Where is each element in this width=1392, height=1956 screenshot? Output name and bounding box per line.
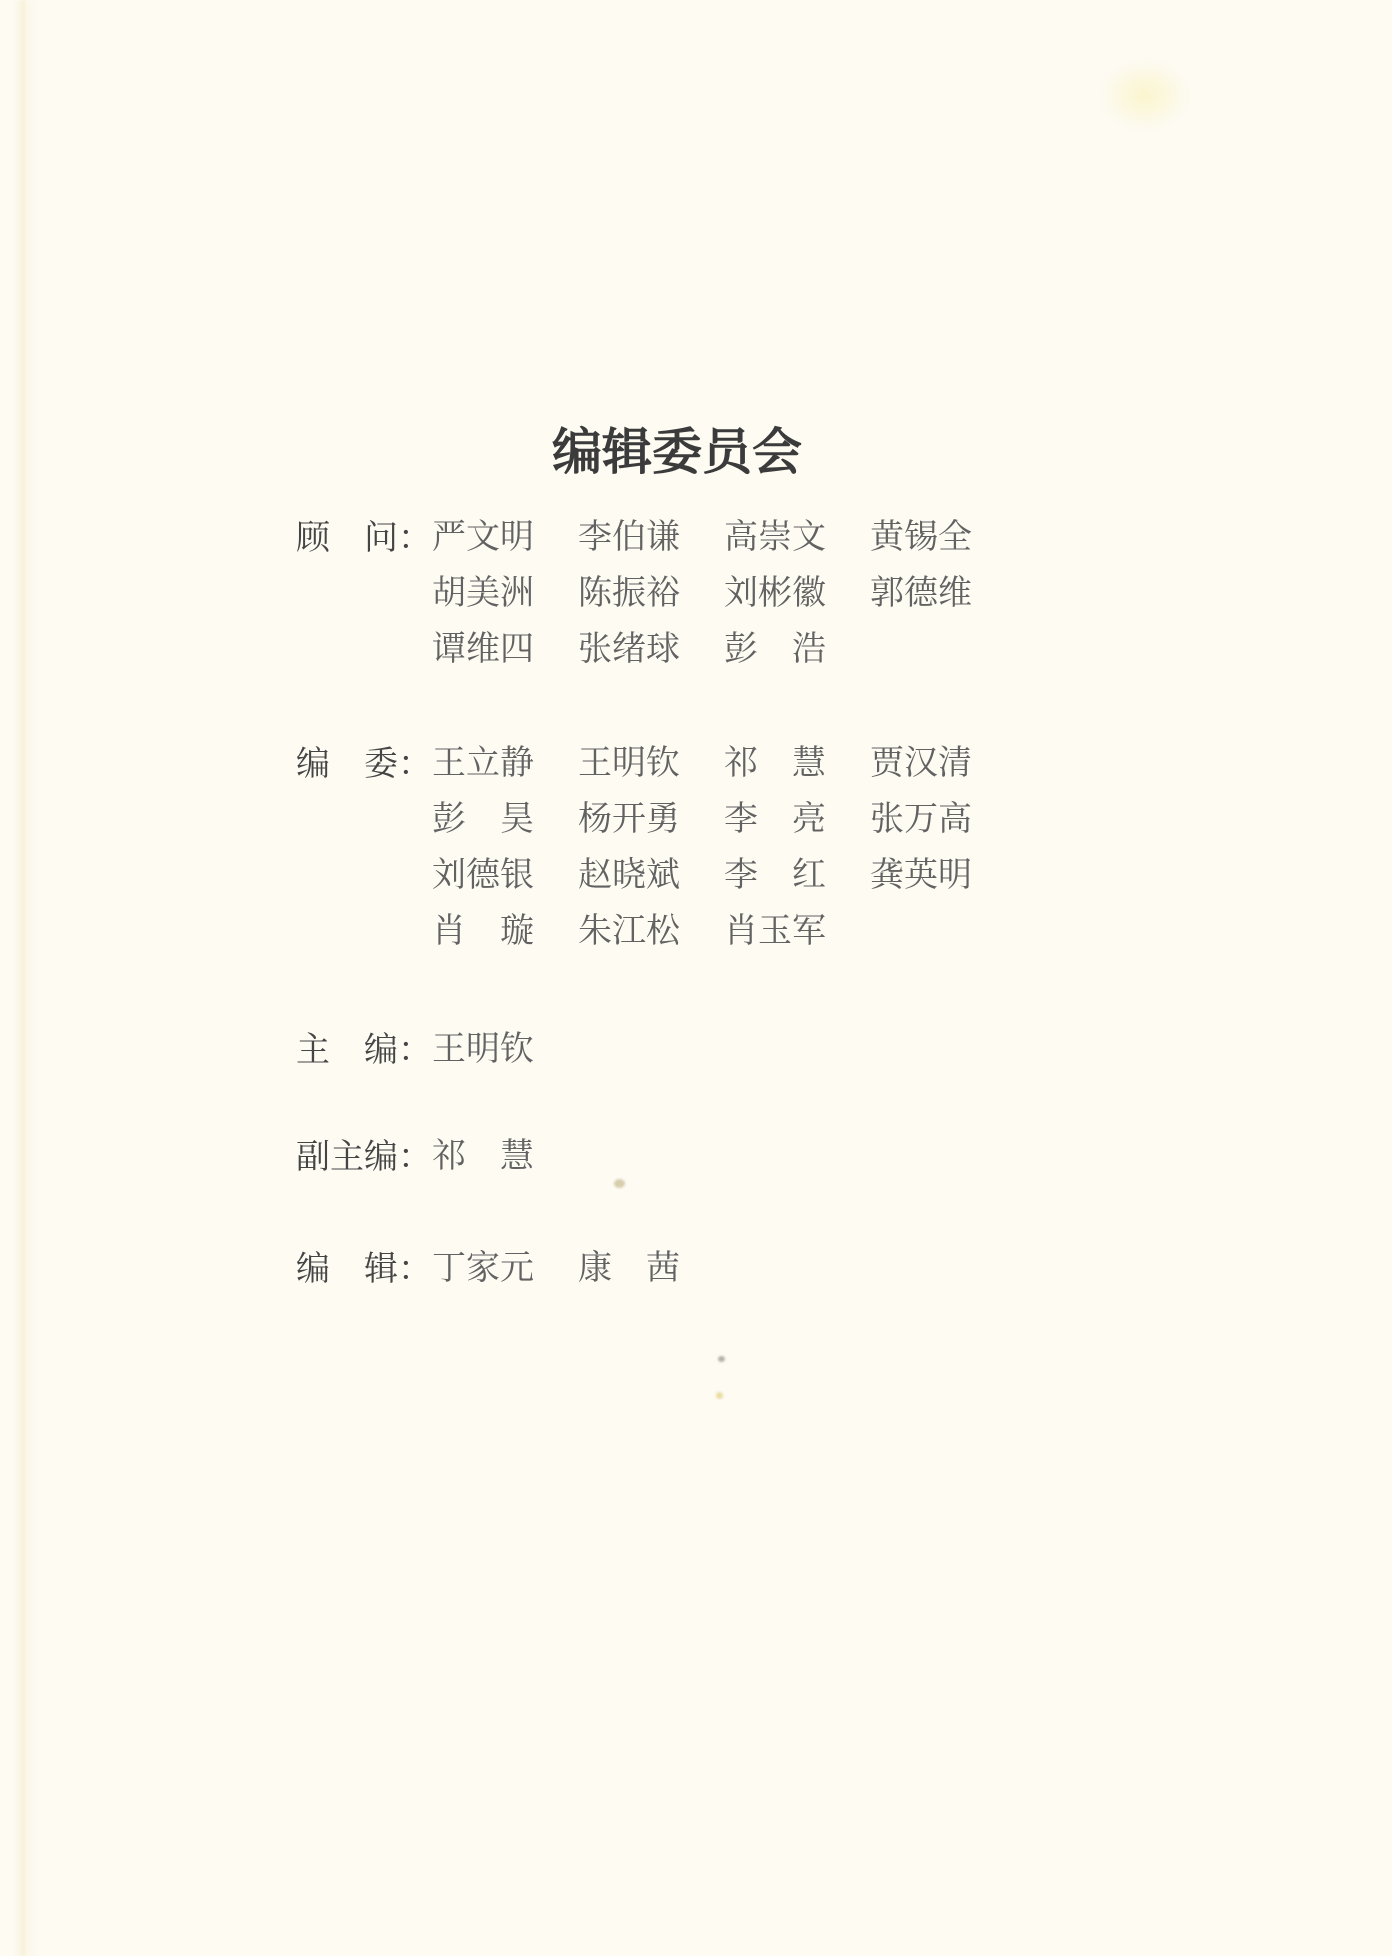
scan-smudge (1100, 60, 1190, 130)
person-name: 李 红 (724, 857, 826, 894)
person-name: 祁 慧 (724, 745, 826, 782)
advisors-row-1 (432, 519, 972, 557)
person-name: 王立静 (432, 745, 534, 782)
chief-editor-label: 主 编： (296, 1031, 432, 1069)
person-name: 张绪球 (578, 631, 680, 668)
person-name: 肖玉军 (724, 913, 826, 950)
scan-speck (716, 1392, 723, 1399)
person-name: 肖 璇 (432, 913, 534, 950)
person-name: 丁家元 (432, 1250, 534, 1287)
person-name: 李伯谦 (578, 519, 680, 556)
person-name: 彭 浩 (724, 631, 826, 668)
scan-speck (614, 1179, 625, 1188)
scan-speck (718, 1356, 725, 1362)
chief-editor-row (432, 1031, 534, 1069)
person-name: 陈振裕 (578, 575, 680, 612)
person-name: 朱江松 (578, 913, 680, 950)
person-name: 赵晓斌 (578, 857, 680, 894)
board-row-1 (432, 745, 972, 783)
person-name: 贾汉清 (870, 745, 972, 782)
person-name: 刘彬徽 (724, 575, 826, 612)
board-row-2 (432, 801, 972, 839)
person-name: 张万高 (870, 801, 972, 838)
page-title: 编辑委员会 (552, 423, 802, 480)
editors-label: 编 辑： (296, 1250, 432, 1288)
board-row-4 (432, 913, 826, 951)
board-row-3 (432, 857, 972, 895)
deputy-chief-editor-label: 副主编： (296, 1138, 432, 1176)
person-name: 高崇文 (724, 519, 826, 556)
person-name: 杨开勇 (578, 801, 680, 838)
person-name: 王明钦 (578, 745, 680, 782)
person-name: 龚英明 (870, 857, 972, 894)
person-name: 谭维四 (432, 631, 534, 668)
person-name: 胡美洲 (432, 575, 534, 612)
advisors-label: 顾 问： (296, 519, 432, 557)
person-name: 刘德银 (432, 857, 534, 894)
person-name: 李 亮 (724, 801, 826, 838)
person-name: 康 茜 (578, 1250, 680, 1287)
person-name: 祁 慧 (432, 1138, 534, 1175)
editors-row (432, 1250, 680, 1288)
advisors-row-2 (432, 575, 972, 613)
deputy-chief-editor-row (432, 1138, 534, 1176)
page-fold-streak (14, 0, 36, 1956)
advisors-row-3 (432, 631, 826, 669)
person-name: 黄锡全 (870, 519, 972, 556)
board-label: 编 委： (296, 745, 432, 783)
person-name: 王明钦 (432, 1031, 534, 1068)
person-name: 郭德维 (870, 575, 972, 612)
person-name: 彭 昊 (432, 801, 534, 838)
person-name: 严文明 (432, 519, 534, 556)
